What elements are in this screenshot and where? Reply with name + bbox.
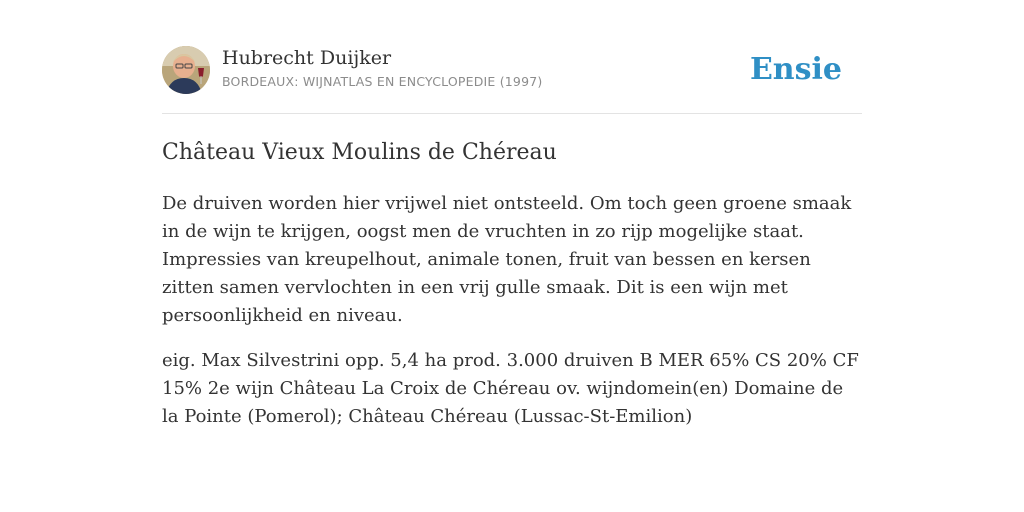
author-header	[162, 46, 862, 96]
author-avatar[interactable]	[162, 46, 210, 94]
brand-logo[interactable]: Ensie	[749, 52, 842, 87]
author-name[interactable]: Hubrecht Duijker	[222, 47, 392, 69]
article-paragraph: De druiven worden hier vrijwel niet ontsteeld. Om toch geen groene smaak in de wijn te krijgen, oogst men de vruchten in zo rijp mogelijke staat. Impressies van kreupelhout, animale tonen, fruit van bessen en kersen zitten samen vervlochten in een vrij gulle smaak. Dit is een wijn met persoonlijkheid en niveau.	[162, 193, 852, 326]
source-title[interactable]: BORDEAUX: WIJNATLAS EN ENCYCLOPEDIE (1997)	[222, 74, 543, 89]
article-paragraph: eig. Max Silvestrini opp. 5,4 ha prod. 3.000 druiven B MER 65% CS 20% CF 15% 2e wijn Château La Croix de Chéreau ov. wijndomein(en) Domaine de la Pointe (Pomerol); Château Chéreau (Lussac-St-Emilion)	[162, 350, 859, 427]
article-body	[162, 190, 862, 448]
author-photo-icon	[162, 46, 210, 94]
header-divider	[162, 113, 862, 114]
article-title: Château Vieux Moulins de Chéreau	[162, 140, 557, 165]
